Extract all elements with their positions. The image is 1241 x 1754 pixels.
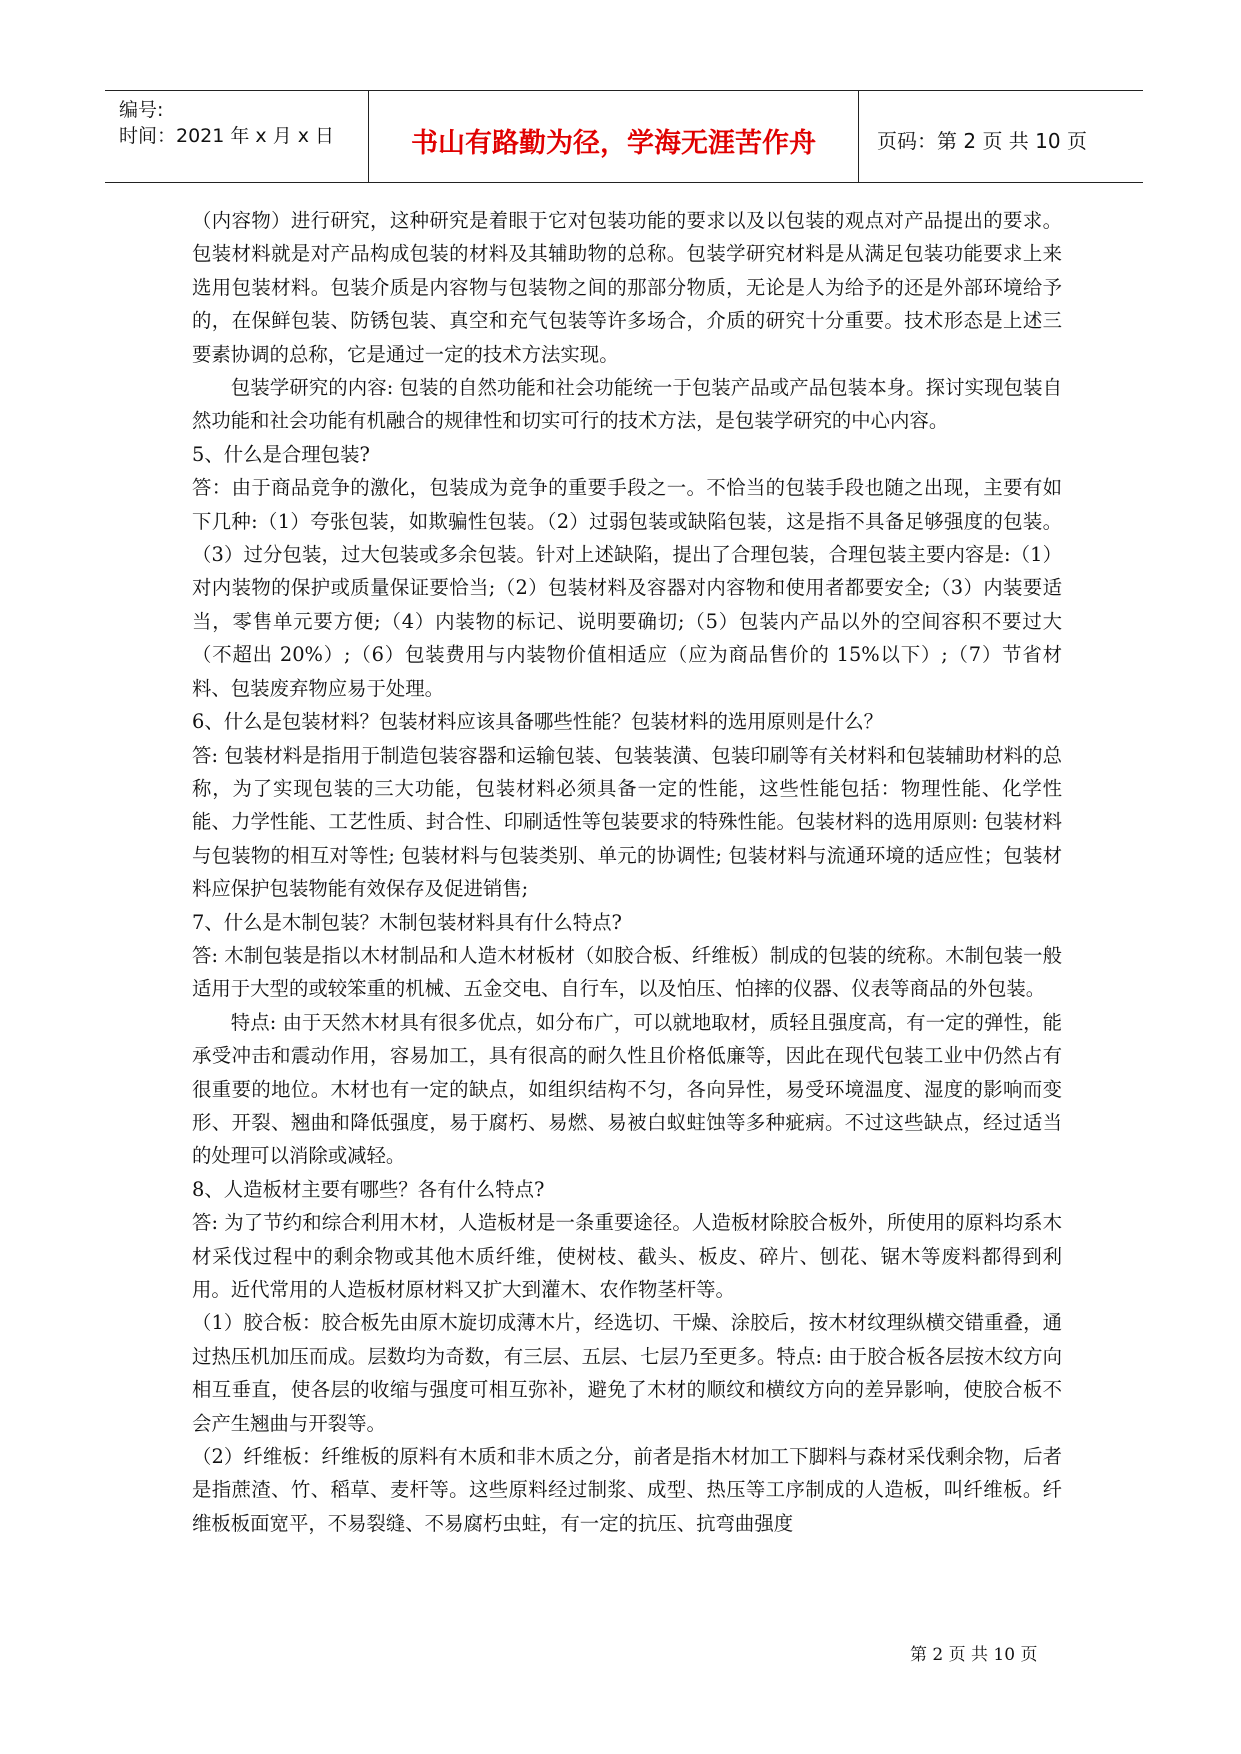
body-paragraph: 7、什么是木制包装？木制包装材料具有什么特点? — [192, 910, 622, 934]
body-paragraph: 6、什么是包装材料？包装材料应该具备哪些性能？包装材料的选用原则是什么？ — [192, 710, 884, 734]
body-paragraph: 答：由于商品竞争的激化，包装成为竞争的重要手段之一。不恰当的包装手段也随之出现，主要有如下几种:（1）夸张包装，如欺骗性包装。（2）过弱包装或缺陷包装，这是指不具备足够强度的包装。（3）过分包装，过大包装或多余包装。针对上述缺陷，提出了合理包装，合理包装主要内容是:（1）对内装物的保护或质量保证要恰当;（2）包装材料及容器对内容物和使用者都要安全;（3）内装要适当，零售单元要方便;（4）内装物的标记、说明要确切;（5）包装内产品以外的空间容积不要过大（不超出 20%）;（6）包装费用与内装物价值相适应（应为商品售价的 15%以下）;（7）节省材料、包装废弃物应易于处理。 — [192, 476, 1062, 700]
body-paragraph: （2）纤维板：纤维板的原料有木质和非木质之分，前者是指木材加工下脚料与森材采伐剩余物，后者是指蔗渣、竹、稻草、麦杆等。这些原料经过制浆、成型、热压等工序制成的人造板，叫纤维板。纤维板板面宽平，不易裂缝、不易腐朽虫蛀，有一定的抗压、抗弯曲强度 — [192, 1445, 1062, 1535]
header-page-cell — [859, 91, 1143, 182]
body-paragraph: 特点: 由于天然木材具有很多优点，如分布广，可以就地取材，质轻且强度高，有一定的弹性，能承受冲击和震动作用，容易加工，具有很高的耐久性且价格低廉等，因此在现代包装工业中仍然占有很重要的地位。木材也有一定的缺点，如组织结构不匀，各向异性，易受环境温度、湿度的影响而变形、开裂、翘曲和降低强度，易于腐朽、易燃、易被白蚁蛀蚀等多种疵病。不过这些缺点，经过适当的处理可以消除或减轻。 — [192, 1010, 1062, 1168]
page-footer: 第 2 页 共 10 页 — [910, 1645, 1038, 1665]
document-number-label: 编号: — [119, 99, 164, 121]
header-motto-cell — [369, 91, 859, 182]
header-info-cell — [105, 91, 369, 182]
motto-text: 书山有路勤为径，学海无涯苦作舟 — [411, 128, 816, 159]
body-paragraph: 包装学研究的内容: 包装的自然功能和社会功能统一于包装产品或产品包装本身。探讨实现包装自然功能和社会功能有机融合的规律性和切实可行的技术方法，是包装学研究的中心内容。 — [192, 376, 1062, 433]
document-time-label: 时间：2021 年 x 月 x 日 — [119, 125, 335, 147]
body-paragraph: 5、什么是合理包装? — [192, 442, 370, 466]
page-number-label: 页码：第 2 页 共 10 页 — [877, 129, 1087, 153]
body-paragraph: 答: 为了节约和综合利用木材，人造板材是一条重要途径。人造板材除胶合板外，所使用的原料均系木材采伐过程中的剩余物或其他木质纤维，使树枝、截头、板皮、碎片、刨花、锯木等废料都得到利用。近代常用的人造板材原材料又扩大到灌木、农作物茎杆等。 — [192, 1211, 1062, 1301]
body-paragraph: 答: 木制包装是指以木材制品和人造木材板材（如胶合板、纤维板）制成的包装的统称。木制包装一般适用于大型的或较笨重的机械、五金交电、自行车，以及怕压、怕摔的仪器、仪表等商品的外包装。 — [192, 943, 1062, 1001]
header-table — [105, 90, 1143, 183]
body-paragraph: 答: 包装材料是指用于制造包装容器和运输包装、包装装潢、包装印刷等有关材料和包装辅助材料的总称，为了实现包装的三大功能，包装材料必须具备一定的性能，这些性能包括：物理性能、化学性能、力学性能、工艺性质、封合性、印刷适性等包装要求的特殊性能。包装材料的选用原则: 包装材料与包装物的相互对等性; 包装材料与包装类别、单元的协调性; 包装材料与流通环境的适应性；包装材料应保护包装物能有效保存及促进销售; — [192, 743, 1062, 901]
document-body — [192, 204, 1062, 1540]
body-paragraph: （内容物）进行研究，这种研究是着眼于它对包装功能的要求以及以包装的观点对产品提出的要求。包装材料就是对产品构成包装的材料及其辅助物的总称。包装学研究材料是从满足包装功能要求上来选用包装材料。包装介质是内容物与包装物之间的那部分物质，无论是人为给予的还是外部环境给予的，在保鲜包装、防锈包装、真空和充气包装等许多场合，介质的研究十分重要。技术形态是上述三要素协调的总称，它是通过一定的技术方法实现。 — [192, 209, 1062, 366]
body-paragraph: （1）胶合板：胶合板先由原木旋切成薄木片，经选切、干燥、涂胶后，按木材纹理纵横交错重叠，通过热压机加压而成。层数均为奇数，有三层、五层、七层乃至更多。特点: 由于胶合板各层按木纹方向相互垂直，使各层的收缩与强度可相互弥补，避免了木材的顺纹和横纹方向的差异影响，使胶合板不会产生翘曲与开裂等。 — [192, 1311, 1062, 1435]
body-paragraph: 8、人造板材主要有哪些？各有什么特点? — [192, 1177, 545, 1201]
